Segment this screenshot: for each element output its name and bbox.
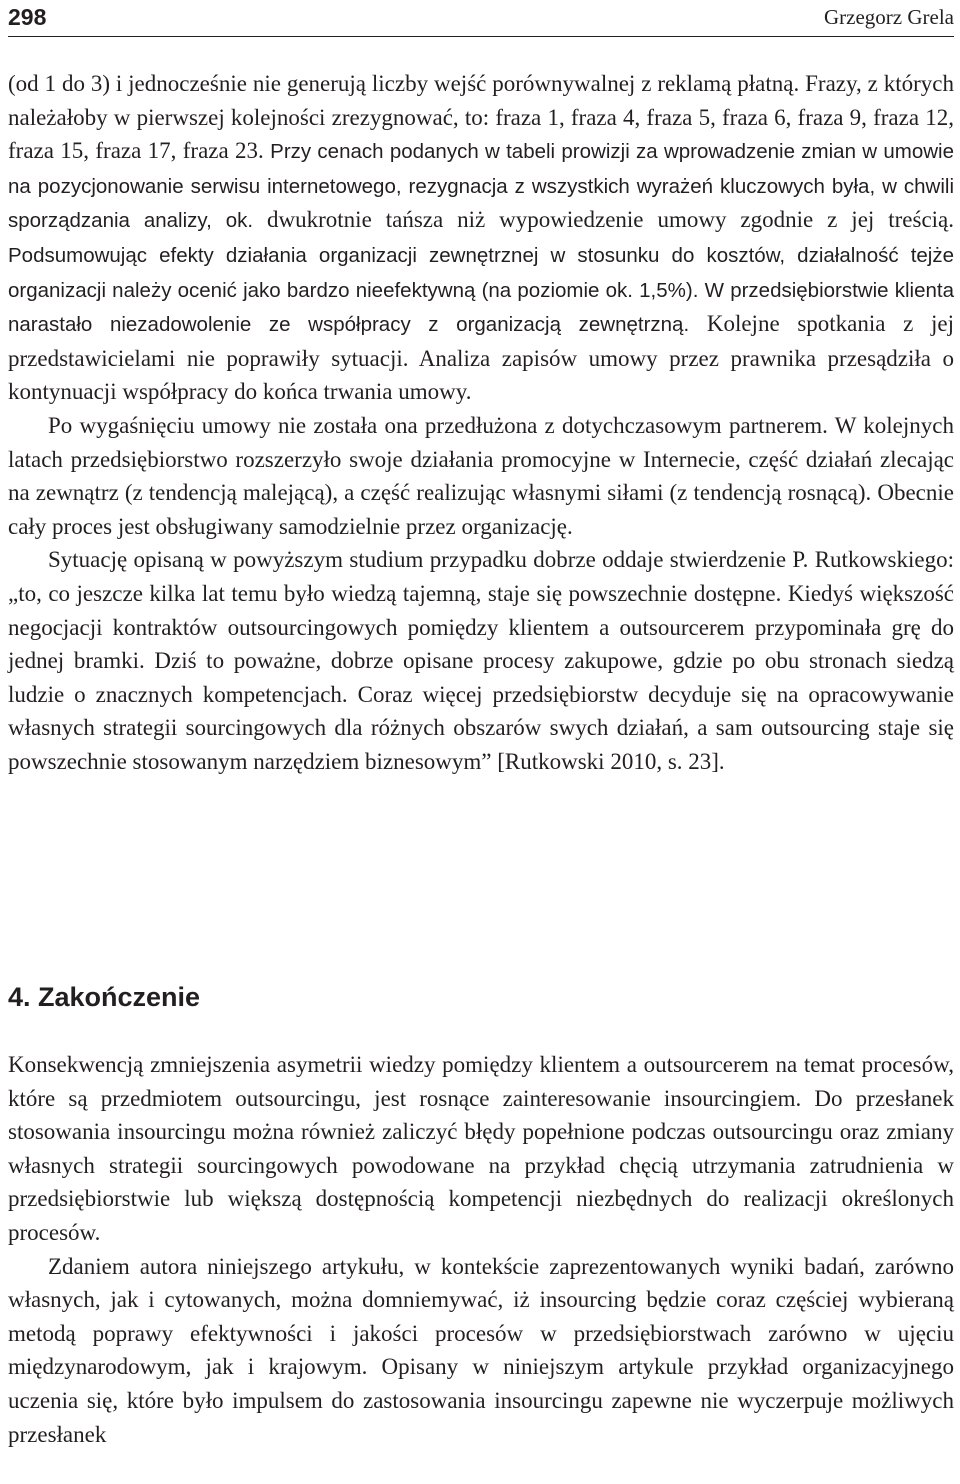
sentence: Kolejne spotkania z jej przedstawicielami nie poprawiły sytuacji. Analiza zapisów umowy przez prawnika przesądziła o kontynuacji współpracy do końca trwania umowy.	[8, 311, 955, 405]
running-head-author: Grzegorz Grela	[824, 5, 954, 29]
sentence: Przy cenach podanych w tabeli prowizji za wprowadzenie zmian w umowie na pozycjonowanie serwisu internetowego, rezygnacja z wszystkich wyrażeń kluczowych była, w chwili sporządzania analizy, ok.	[8, 140, 955, 233]
paragraph: Sytuację opisaną w powyższym studium przypadku dobrze oddaje stwierdzenie P. Rutkowskiego: „to, co jeszcze kilka lat temu było wiedzą tajemną, staje się powszechnie dostępne. Kiedyś większość negocjacji kontraktów outsourcingowych pomiędzy klientem a outsourcerem przypominała grę do jednej bramki. Dziś to poważne, dobrze opisane procesy zakupowe, gdzie po obu stronach siedzą ludzie o znacznych kompetencjach. Coraz więcej przedsiębiorstw decyduje się na opracowywanie własnych strategii sourcingowych dla różnych obszarów swych działań, a sam outsourcing staje się powszechnie stosowanym narzędziem biznesowym” [Rutkowski 2010, s. 23].	[8, 547, 954, 774]
section-heading: 4. Zakończenie	[8, 982, 201, 1012]
paragraph: Zdaniem autora niniejszego artykułu, w kontekście zaprezentowanych wyniki badań, zarówno własnych, jak i cytowanych, można domniemywać, iż insourcing będzie coraz częściej wybieraną metodą poprawy efektywności i jakości procesów w przedsiębiorstwach zarówno w ujęciu międzynarodowym, jak i krajowym. Opisany w niniejszym artykule przykład organizacyjnego uczenia się, które było impulsem do zastosowania insourcingu zapewne nie wyczerpuje możliwych przesłanek	[8, 1253, 954, 1447]
paragraph	[8, 67, 954, 409]
page-header	[8, 0, 954, 37]
conclusion-section	[8, 1048, 954, 1451]
sentence: (od 1 do 3) i jednocześnie nie generują liczby wejść porównywalnej z reklamą płatną. Frazy, z których należałoby w pierwszej kolejności zrezygnować, to: fraza 1, fraza 4, fraza 5, fraza 6, fraza 9, fraza 12, fraza 15, fraza 17, fraza 23.	[8, 71, 954, 164]
sentence: dwukrotnie tańsza niż wypowiedzenie umowy zgodnie z jej treścią.	[267, 207, 954, 233]
sentence: Podsumowując efekty działania organizacji zewnętrznej w stosunku do kosztów, działalność tejże organizacji należy ocenić jako bardzo nieefektywną (na poziomie ok. 1,5%).	[8, 243, 954, 302]
page-number: 298	[8, 4, 47, 30]
sentence: W przedsiębiorstwie klienta narastało niezadowolenie ze współpracy z organizacją zewnętrzną.	[8, 278, 955, 337]
paragraph: Konsekwencją zmniejszenia asymetrii wiedzy pomiędzy klientem a outsourcerem na temat procesów, które są przedmiotem outsourcingu, jest rosnące zainteresowanie insourcingiem. Do przesłanek stosowania insourcingu można również zaliczyć błędy popełnione podczas outsourcingu oraz zmiany własnych strategii sourcingowych powodowane na przykład chęcią utrzymania zatrudnienia w przedsiębiorstwie lub większą dostępnością kompetencji niezbędnych do realizacji określonych procesów.	[8, 1052, 954, 1245]
paragraph: Po wygaśnięciu umowy nie została ona przedłużona z dotychczasowym partnerem. W kolejnych latach przedsiębiorstwo rozszerzyło swoje działania promocyjne w Internecie, część działań zlecając na zewnątrz (z tendencją malejącą), a część realizując własnymi siłami (z tendencją rosnącą). Obecnie cały proces jest obsługiwany samodzielnie przez organizację.	[8, 412, 954, 539]
body-text	[8, 67, 954, 778]
